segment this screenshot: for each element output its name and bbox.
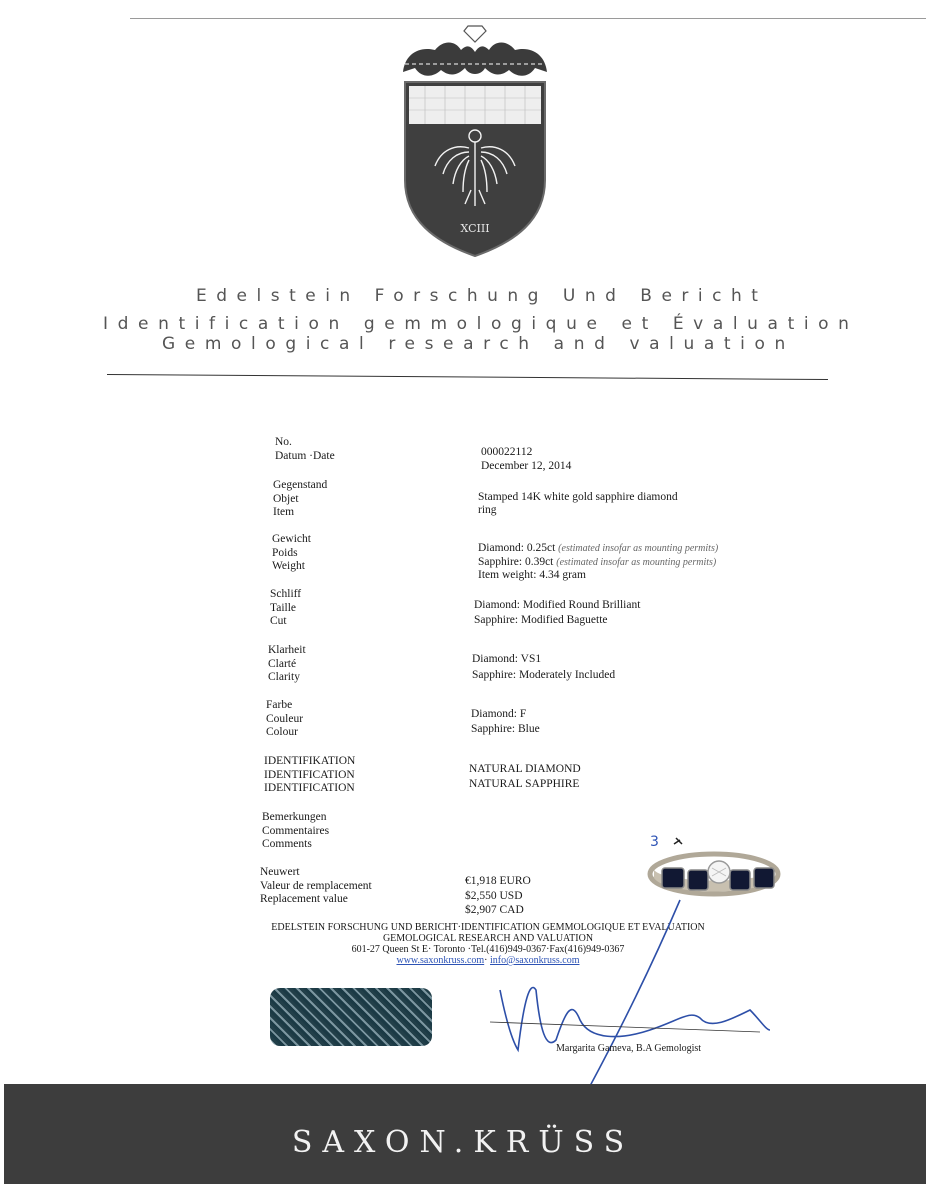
signatory-name: Margarita Gameva, B.A Gemologist: [556, 1043, 702, 1054]
email-link[interactable]: info@saxonkruss.com: [490, 955, 580, 966]
signature-icon: [460, 890, 780, 1090]
heading-french: Identification gemmologique et Évaluation: [103, 314, 859, 334]
label-identification: IDENTIFIKATION IDENTIFICATION IDENTIFICATION: [264, 755, 356, 794]
label-number-date: No. Datum ·Date: [275, 436, 335, 462]
label-comments: Bemerkungen Commentaires Comments: [262, 811, 330, 850]
value-replacement-value: €1,918 EURO $2,550 USD $2,907 CAD: [465, 875, 531, 916]
label-colour: Farbe Couleur Colour: [266, 699, 304, 738]
value-colour: Diamond: F Sapphire: Blue: [471, 708, 540, 735]
label-item: Gegenstand Objet Item: [273, 479, 328, 518]
value-item: Stamped 14K white gold sapphire diamond ring: [478, 491, 678, 516]
label-cut: Schliff Taille Cut: [270, 588, 302, 627]
heading-english: Gemological research and valuation: [162, 334, 795, 354]
value-number-date: 000022112 December 12, 2014: [481, 446, 572, 472]
svg-text:3: 3: [650, 834, 659, 850]
label-clarity: Klarheit Clarté Clarity: [268, 644, 306, 683]
footer-address-block: EDELSTEIN FORSCHUNG UND BERICHT·IDENTIFICATION GEMMOLOGIQUE ET EVALUATION GEMOLOGICAL RESEARCH AND VALUATION 601-27 Queen St E· Toronto ·Tel.(416)949-0367·Fax(416)949-0367 www.saxonkruss.com· info@saxonkruss.com: [271, 922, 705, 966]
label-replacement-value: Neuwert Valeur de remplacement Replacement value: [260, 866, 372, 905]
header-rule: [107, 374, 828, 380]
website-link[interactable]: www.saxonkruss.com: [396, 955, 485, 966]
value-identification: NATURAL DIAMOND NATURAL SAPPHIRE: [469, 763, 581, 790]
brand-name: SAXON.KRÜSS: [291, 1125, 635, 1160]
svg-text:XCIII: XCIII: [460, 222, 490, 235]
eagle-crest-icon: [395, 20, 555, 260]
value-cut: Diamond: Modified Round Brilliant Sapphire: Modified Baguette: [474, 599, 641, 626]
value-weight: Diamond: 0.25ct (estimated insofar as mounting permits) Sapphire: 0.39ct (estimated insofar as mounting permits) Item weight: 4.34 gram: [478, 542, 719, 581]
hologram-seal-icon: [270, 988, 432, 1046]
heading-german: Edelstein Forschung Und Bericht: [196, 286, 768, 306]
label-weight: Gewicht Poids Weight: [272, 533, 311, 572]
top-rule: [130, 18, 926, 19]
value-clarity: Diamond: VS1 Sapphire: Moderately Included: [472, 653, 616, 681]
